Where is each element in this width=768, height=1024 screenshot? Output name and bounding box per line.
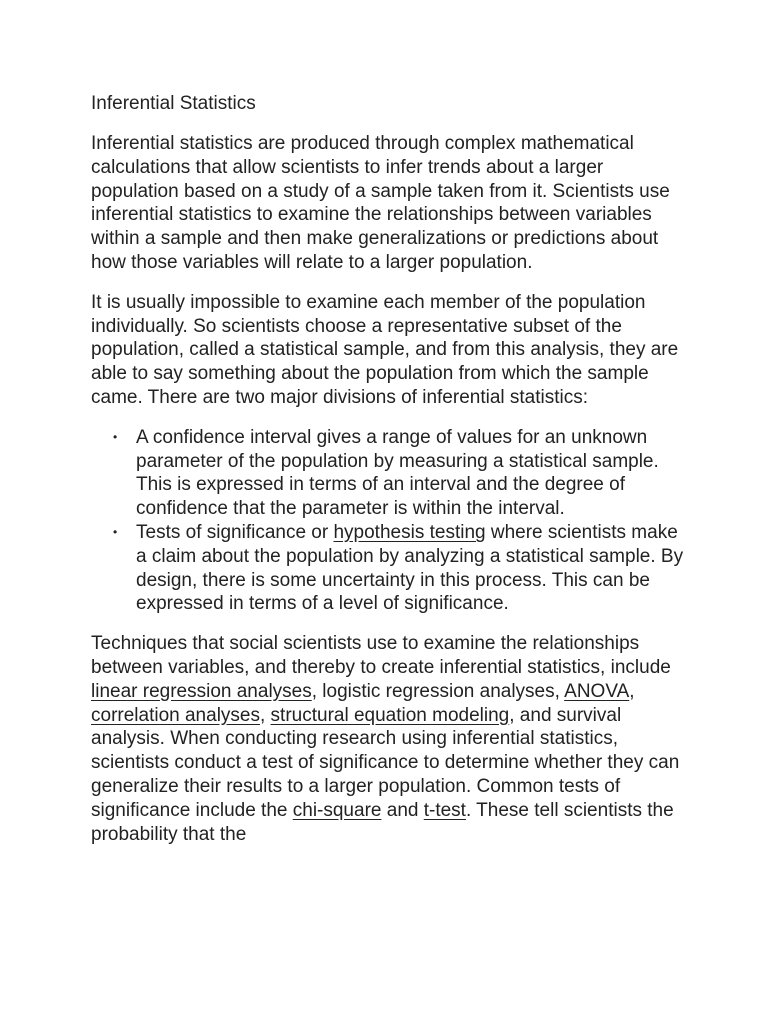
link-t-test[interactable]: t-test	[423, 799, 466, 821]
bullet-icon: •	[113, 429, 118, 444]
text-segment: . These tell scientists the probability that the	[91, 799, 674, 845]
divisions-list	[91, 426, 691, 616]
paragraph-techniques	[91, 632, 691, 846]
list-item-text-post: where scientists make a claim about the population by analyzing a statistical sample. By design, there is some uncertainty in this process. This can be expressed in terms of a level of significance.	[136, 521, 684, 615]
paragraph-intro: Inferential statistics are produced through complex mathematical calculations that allow scientists to infer trends about a larger population based on a study of a sample taken from it. Scientists use inferential statistics to examine the relationships between variables within a sample and then make generalizations or predictions about how those variables will relate to a larger population.	[91, 133, 670, 273]
link-correlation-analyses[interactable]: correlation analyses	[91, 704, 260, 726]
text-segment: , logistic regression analyses,	[311, 680, 565, 702]
text-segment: ,	[259, 704, 271, 726]
list-item-confidence-interval	[91, 426, 686, 521]
link-anova[interactable]: ANOVA	[564, 680, 630, 702]
list-item-text-pre: Tests of significance or	[136, 521, 334, 543]
paragraph-population: It is usually impossible to examine each member of the population individually. So scientists choose a representative subset of the population, called a statistical sample, and from this analysis, they are able to say something about the population from which the sample came. There are two major divisions of inferential statistics:	[91, 291, 679, 408]
list-item-tests-of-significance	[91, 521, 686, 616]
document-heading: Inferential Statistics	[91, 93, 256, 114]
document-page	[91, 92, 691, 862]
link-chi-square[interactable]: chi-square	[292, 799, 382, 821]
link-linear-regression-analyses[interactable]: linear regression analyses	[91, 680, 312, 702]
bullet-icon: •	[113, 524, 118, 539]
link-structural-equation-modeling[interactable]: structural equation modeling	[270, 704, 510, 726]
list-item-text: A confidence interval gives a range of values for an unknown parameter of the population by measuring a statistical sample. This is expressed in terms of an interval and the degree of confidence that the parameter is within the interval.	[136, 426, 659, 520]
text-segment: , and survival analysis. When conducting research using inferential statistics, scientists conduct a test of significance to determine whether they can generalize their results to a larger population. Common tests of significance include the	[91, 704, 680, 821]
text-segment: and	[381, 799, 424, 821]
text-segment: ,	[629, 680, 635, 702]
link-hypothesis-testing[interactable]: hypothesis testing	[333, 521, 486, 543]
text-segment: Techniques that social scientists use to examine the relationships between variables, and thereby to create inferential statistics, include	[91, 633, 671, 678]
